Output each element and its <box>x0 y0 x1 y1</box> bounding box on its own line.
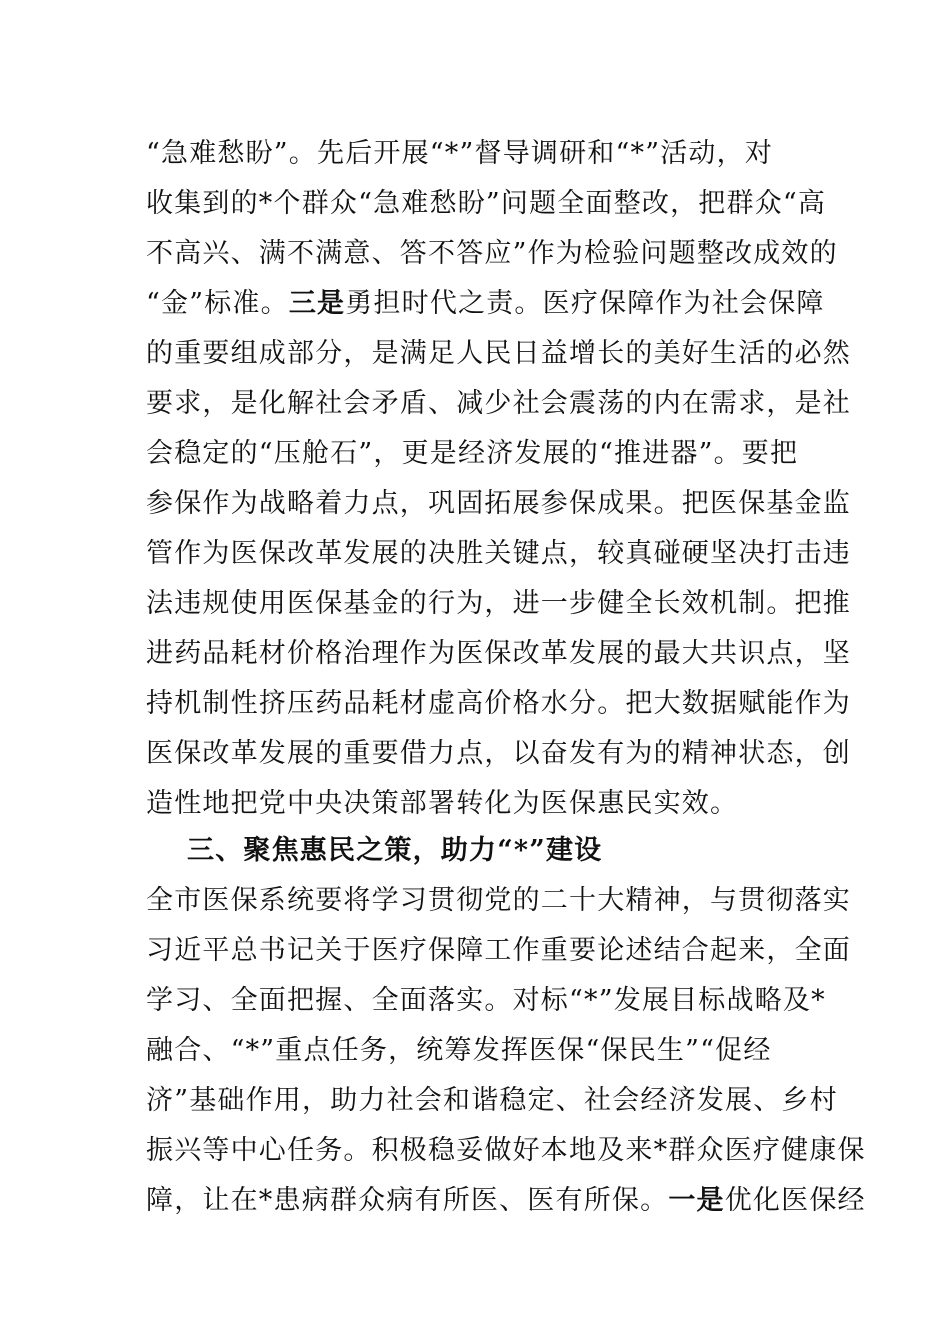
text-run: 障，让在*患病群众病有所医、医有所保。 <box>146 1185 669 1216</box>
paragraph-line: “急难愁盼”。先后开展“*”督导调研和“*”活动，对 <box>146 138 774 169</box>
paragraph-line: 济”基础作用，助力社会和谐稳定、社会经济发展、乡村 <box>146 1085 838 1116</box>
paragraph-line: 振兴等中心任务。积极稳妥做好本地及来*群众医疗健康保 <box>146 1135 866 1166</box>
text-run: “金”标准。 <box>146 288 289 319</box>
text-run: 优化医保经 <box>724 1185 866 1216</box>
paragraph-line: 全市医保系统要将学习贯彻党的二十大精神，与贯彻落实 <box>146 885 851 916</box>
paragraph-line: 习近平总书记关于医疗保障工作重要论述结合起来，全面 <box>146 935 851 966</box>
paragraph-line: 持机制性挤压药品耗材虚高价格水分。把大数据赋能作为 <box>146 688 851 719</box>
section-heading: 三、聚焦惠民之策，助力“*”建设 <box>187 835 603 866</box>
paragraph-line: 收集到的*个群众“急难愁盼”问题全面整改，把群众“高 <box>146 188 827 219</box>
paragraph-line: 的重要组成部分，是满足人民日益增长的美好生活的必然 <box>146 338 851 369</box>
paragraph-line: 参保作为战略着力点，巩固拓展参保成果。把医保基金监 <box>146 488 851 519</box>
paragraph-line: 融合、“*”重点任务，统筹发挥医保“保民生”“促经 <box>146 1035 772 1066</box>
paragraph-line <box>146 1176 866 1226</box>
bold-keyword: 一是 <box>668 1185 725 1216</box>
paragraph-line: 不高兴、满不满意、答不答应”作为检验问题整改成效的 <box>146 238 838 269</box>
paragraph-line: 造性地把党中央决策部署转化为医保惠民实效。 <box>146 788 739 819</box>
paragraph-line: 医保改革发展的重要借力点，以奋发有为的精神状态，创 <box>146 738 851 769</box>
paragraph-line: 会稳定的“压舱石”，更是经济发展的“推进器”。要把 <box>146 438 799 469</box>
paragraph-line: 学习、全面把握、全面落实。对标“*”发展目标战略及* <box>146 985 826 1016</box>
paragraph-line: 法违规使用医保基金的行为，进一步健全长效机制。把推 <box>146 588 851 619</box>
paragraph-line: 进药品耗材价格治理作为医保改革发展的最大共识点，坚 <box>146 638 851 669</box>
paragraph-line: 要求，是化解社会矛盾、减少社会震荡的内在需求，是社 <box>146 388 851 419</box>
bold-keyword: 三是 <box>288 288 346 319</box>
paragraph-line: 管作为医保改革发展的决胜关键点，较真碰硬坚决打击违 <box>146 538 851 569</box>
text-run: 勇担时代之责。医疗保障作为社会保障 <box>345 288 825 319</box>
paragraph-line <box>146 279 825 329</box>
